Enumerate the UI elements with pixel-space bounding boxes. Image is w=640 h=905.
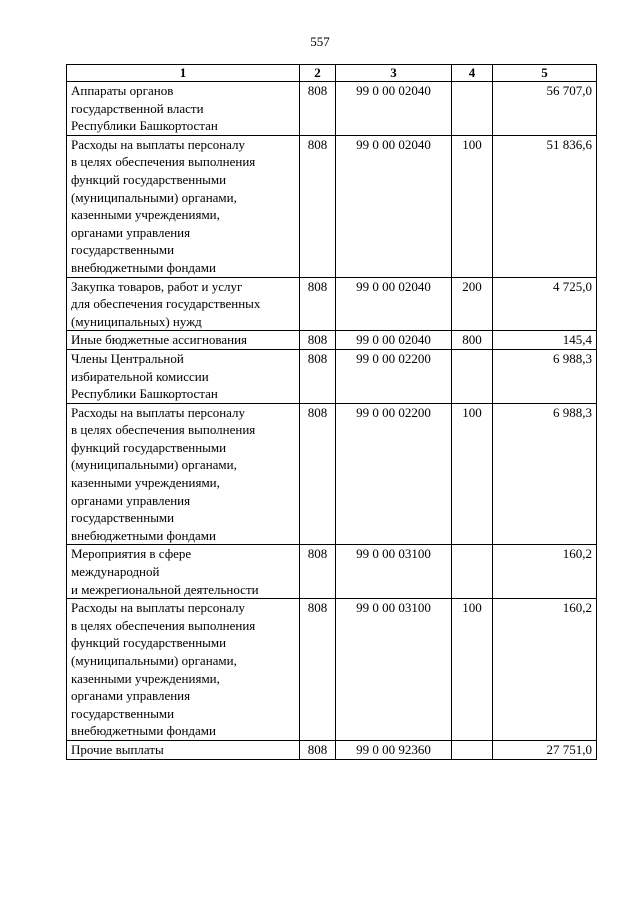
row-ministry-code: 808 bbox=[300, 135, 336, 277]
header-col-4: 4 bbox=[452, 65, 493, 82]
header-row bbox=[67, 65, 597, 82]
row-name: Расходы на выплаты персоналу в целях обеспечения выполнения функций государственными (муниципальными) органами, казенными учреждениями, органами управления государственными внебюджетными фондами bbox=[67, 599, 300, 741]
header-col-5: 5 bbox=[493, 65, 597, 82]
row-expense-type bbox=[452, 82, 493, 136]
row-target-code: 99 0 00 02200 bbox=[336, 349, 452, 403]
table-row bbox=[67, 545, 597, 599]
row-amount: 160,2 bbox=[493, 545, 597, 599]
table-row bbox=[67, 277, 597, 331]
row-expense-type bbox=[452, 740, 493, 759]
row-amount: 56 707,0 bbox=[493, 82, 597, 136]
table-row bbox=[67, 331, 597, 350]
row-amount: 51 836,6 bbox=[493, 135, 597, 277]
row-target-code: 99 0 00 02040 bbox=[336, 82, 452, 136]
row-name: Мероприятия в сфере международной и межрегиональной деятельности bbox=[67, 545, 300, 599]
row-target-code: 99 0 00 92360 bbox=[336, 740, 452, 759]
table-header bbox=[67, 65, 597, 82]
header-col-3: 3 bbox=[336, 65, 452, 82]
row-ministry-code: 808 bbox=[300, 403, 336, 545]
table-row bbox=[67, 599, 597, 741]
row-name: Иные бюджетные ассигнования bbox=[67, 331, 300, 350]
row-ministry-code: 808 bbox=[300, 740, 336, 759]
row-expense-type: 100 bbox=[452, 599, 493, 741]
row-name: Прочие выплаты bbox=[67, 740, 300, 759]
table-row bbox=[67, 82, 597, 136]
table-body bbox=[67, 82, 597, 760]
row-expense-type: 800 bbox=[452, 331, 493, 350]
row-name: Аппараты органов государственной власти Республики Башкортостан bbox=[67, 82, 300, 136]
budget-table bbox=[66, 64, 597, 760]
row-name: Члены Центральной избирательной комиссии Республики Башкортостан bbox=[67, 349, 300, 403]
row-name: Закупка товаров, работ и услуг для обеспечения государственных (муниципальных) нужд bbox=[67, 277, 300, 331]
row-expense-type: 100 bbox=[452, 403, 493, 545]
row-target-code: 99 0 00 03100 bbox=[336, 545, 452, 599]
row-ministry-code: 808 bbox=[300, 277, 336, 331]
row-target-code: 99 0 00 02040 bbox=[336, 277, 452, 331]
row-expense-type: 200 bbox=[452, 277, 493, 331]
row-ministry-code: 808 bbox=[300, 599, 336, 741]
header-col-2: 2 bbox=[300, 65, 336, 82]
row-ministry-code: 808 bbox=[300, 349, 336, 403]
row-target-code: 99 0 00 02040 bbox=[336, 331, 452, 350]
row-name: Расходы на выплаты персоналу в целях обеспечения выполнения функций государственными (муниципальными) органами, казенными учреждениями, органами управления государственными внебюджетными фондами bbox=[67, 403, 300, 545]
row-ministry-code: 808 bbox=[300, 82, 336, 136]
row-amount: 4 725,0 bbox=[493, 277, 597, 331]
table-row bbox=[67, 135, 597, 277]
row-amount: 145,4 bbox=[493, 331, 597, 350]
row-expense-type bbox=[452, 349, 493, 403]
header-col-1: 1 bbox=[67, 65, 300, 82]
row-target-code: 99 0 00 03100 bbox=[336, 599, 452, 741]
row-amount: 27 751,0 bbox=[493, 740, 597, 759]
row-name: Расходы на выплаты персоналу в целях обеспечения выполнения функций государственными (муниципальными) органами, казенными учреждениями, органами управления государственными внебюджетными фондами bbox=[67, 135, 300, 277]
row-amount: 160,2 bbox=[493, 599, 597, 741]
row-target-code: 99 0 00 02200 bbox=[336, 403, 452, 545]
row-ministry-code: 808 bbox=[300, 545, 336, 599]
table-row bbox=[67, 349, 597, 403]
row-expense-type bbox=[452, 545, 493, 599]
row-target-code: 99 0 00 02040 bbox=[336, 135, 452, 277]
table-row bbox=[67, 740, 597, 759]
row-amount: 6 988,3 bbox=[493, 403, 597, 545]
row-ministry-code: 808 bbox=[300, 331, 336, 350]
row-amount: 6 988,3 bbox=[493, 349, 597, 403]
row-expense-type: 100 bbox=[452, 135, 493, 277]
table-row bbox=[67, 403, 597, 545]
page-number: 557 bbox=[310, 34, 330, 49]
